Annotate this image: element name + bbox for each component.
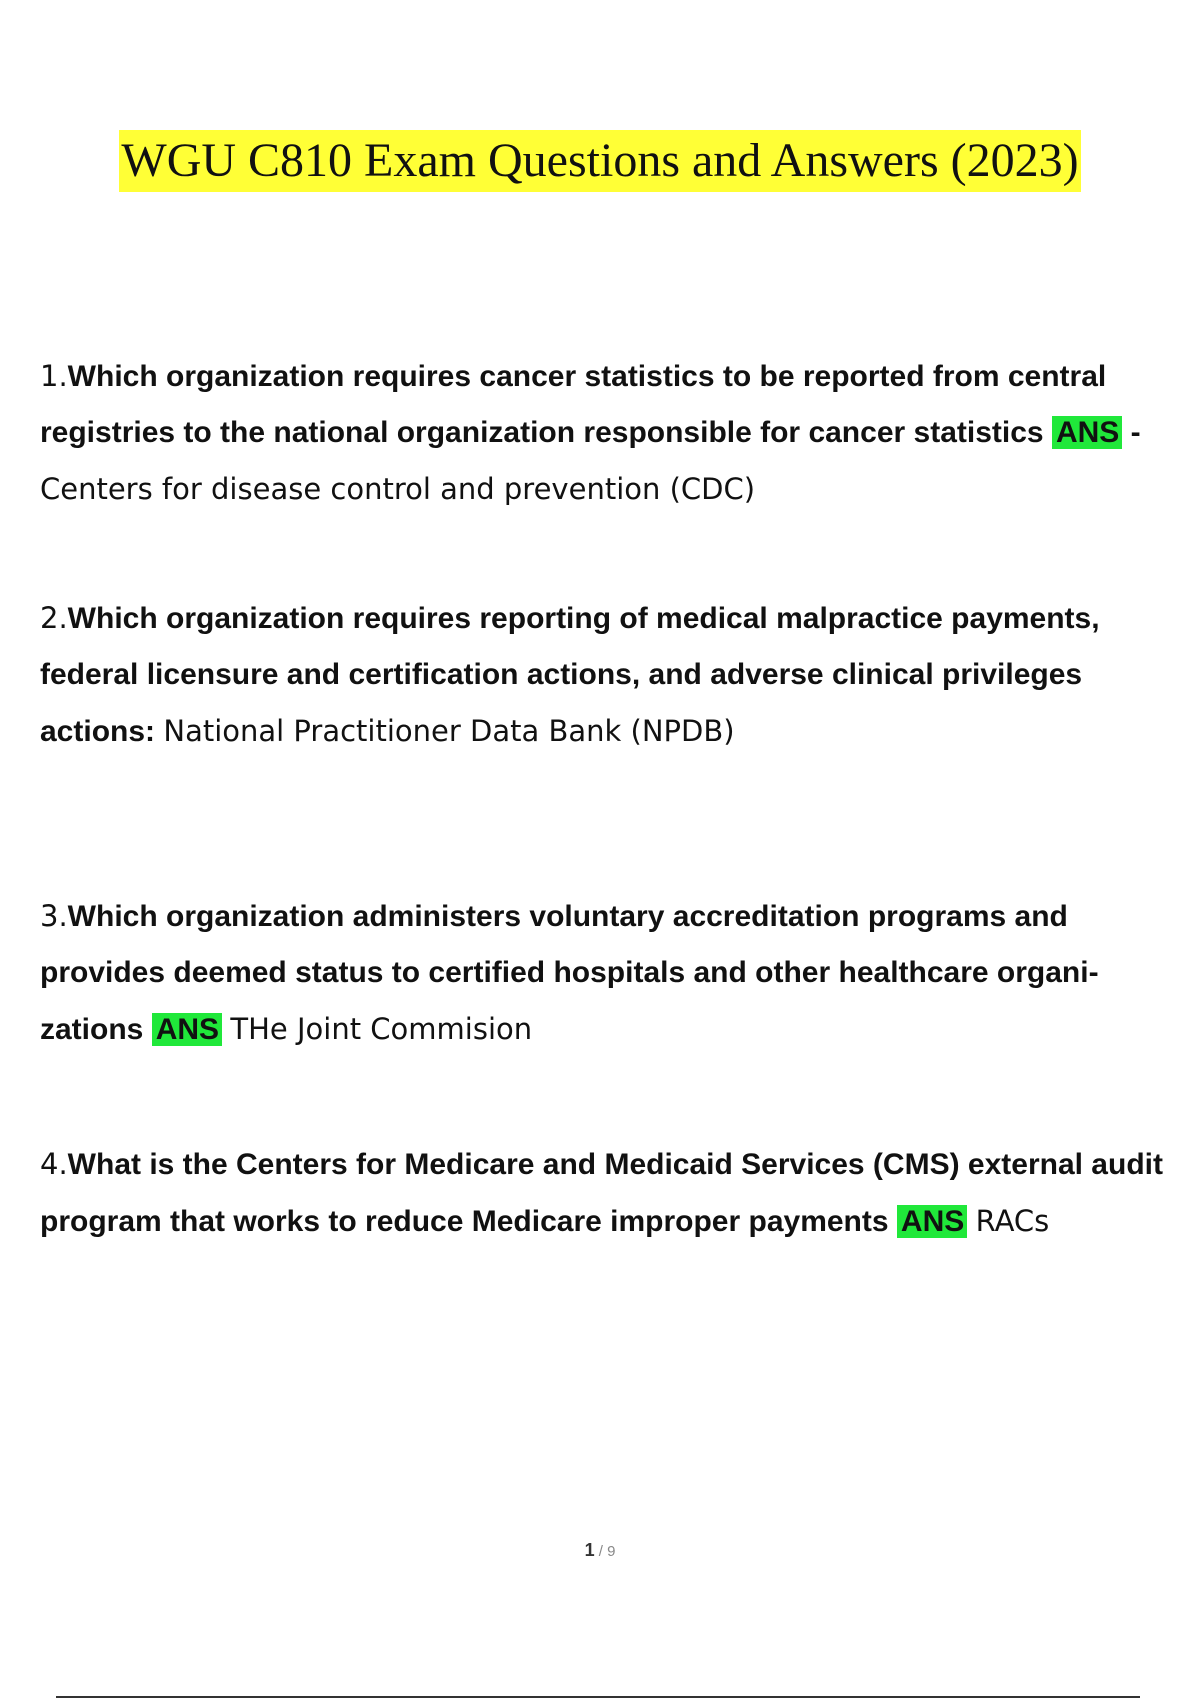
page-separator: / (594, 1543, 608, 1560)
question-text: Which organization administers voluntary accreditation programs and provides deemed status to certified hospitals and other healthcare organi- zations (40, 900, 1099, 1046)
total-pages: 9 (607, 1543, 616, 1560)
question-item (40, 348, 1170, 518)
page-divider (56, 1696, 1140, 1698)
question-number: 2. (40, 601, 68, 635)
question-text: What is the Centers for Medicare and Medicaid Services (CMS) external audit program that works to reduce Medicare improper payments (40, 1148, 1163, 1238)
question-text: Which organization requires reporting of medical malpractice payments, federal licensure and certification actions, and adverse clinical privileges actions: (40, 602, 1100, 748)
answer-text: Centers for disease control and prevention (CDC) (40, 472, 756, 506)
question-item (40, 888, 1170, 1058)
page-indicator (0, 1540, 1200, 1561)
question-number: 1. (40, 359, 68, 393)
answer-text: THe Joint Commision (230, 1012, 533, 1046)
answer-text: RACs (975, 1204, 1050, 1238)
title-container (0, 130, 1200, 192)
answer-tag: ANS (897, 1205, 967, 1238)
question-item (40, 1136, 1170, 1250)
answer-tag: ANS (152, 1013, 222, 1046)
question-text: Which organization requires cancer statistics to be reported from central registries to the national organization responsible for cancer statistics (40, 360, 1107, 449)
question-number: 4. (40, 1147, 68, 1181)
question-number: 3. (40, 899, 68, 933)
answer-tag: ANS (1052, 416, 1122, 449)
current-page: 1 (584, 1540, 595, 1560)
answer-text: National Practitioner Data Bank (NPDB) (163, 714, 735, 748)
document-title: WGU C810 Exam Questions and Answers (2023) (119, 130, 1080, 192)
answer-separator: - (1122, 416, 1141, 449)
question-item (40, 590, 1170, 760)
